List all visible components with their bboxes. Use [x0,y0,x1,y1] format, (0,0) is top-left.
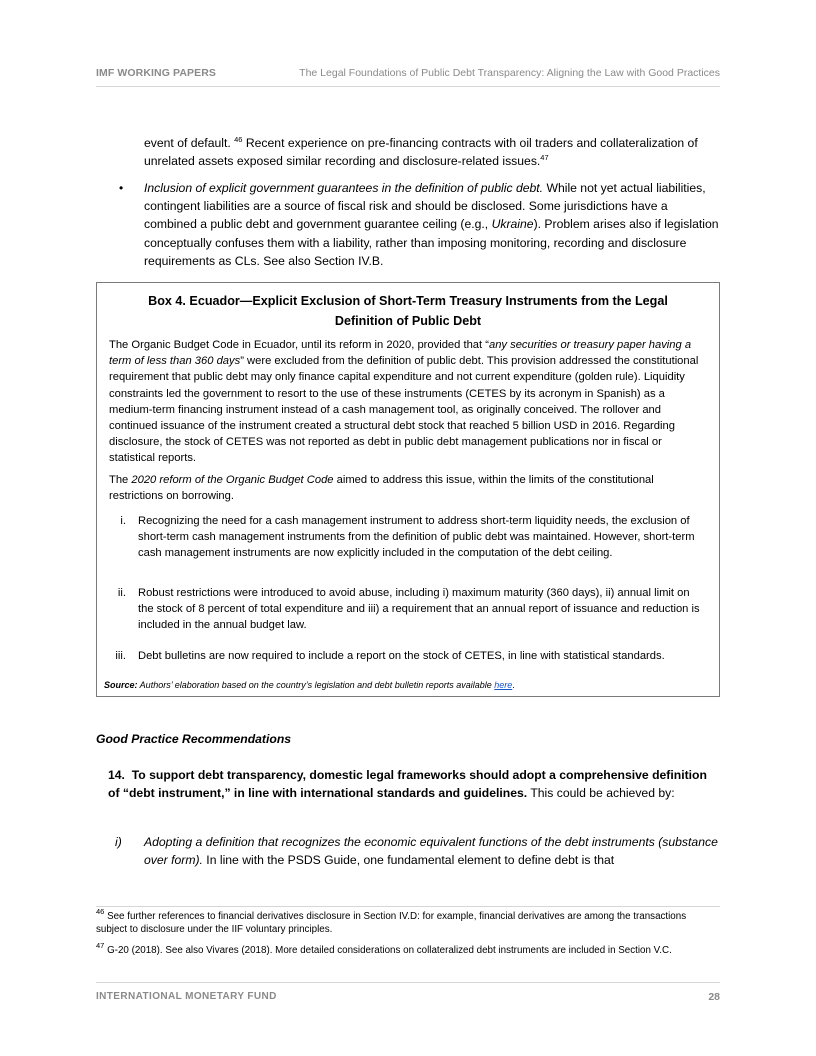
footnote-text: See further references to financial derivatives disclosure in Section IV.D: for example, financial derivatives are among the transactions subject to disclosure under the IIF voluntary principles. [96,911,687,935]
continuation-paragraph [144,134,722,170]
good-practice-heading: Good Practice Recommendations [96,732,292,746]
box-list-item: Debt bulletins are now required to include a report on the stock of CETES, in line with statistical standards. [138,650,665,662]
running-footer [96,982,720,1003]
running-header [96,67,720,87]
bullet-guarantees [144,179,722,270]
rec-14-number: 14. [108,768,125,782]
footer-org-name: INTERNATIONAL MONETARY FUND [96,991,277,1002]
rec-item-number: i) [115,835,122,849]
cont-text-b: Recent experience on pre-financing contracts with oil traders and collateralization of unrelated assets exposed similar recording and disclosure-related issues. [144,136,698,169]
footnote-ref-47[interactable]: 47 [540,153,549,163]
rec-14-bold: To support debt transparency, domestic legal frameworks should adopt a comprehensive definition of “debt instrument,” in line with international standards and guidelines. [108,768,707,801]
rec-14-rest: This could be achieved by: [527,786,675,801]
box-p2-italic: 2020 reform of the Organic Budget Code [131,474,334,486]
box-source-note [104,679,515,691]
bullet-country: Ukraine [491,217,534,232]
bullet-text-b: ). Problem arises also if legislation conceptually confuses them with a liability, rather than imposing monitoring, recording and disclosure requirements as CLs. See also Section IV.B. [144,217,719,268]
box-list-item: Recognizing the need for a cash management instrument to address short-term liquidity needs, the exclusion of short-term cash management instruments from the definition of public debt was maintained. However, short-term cash management instruments are now explicitly included in the computation of the debt ceiling. [138,515,695,560]
footnote-ref-46[interactable]: 46 [234,135,243,144]
footnote-number: 47 [96,941,105,950]
rec-item-rest: In line with the PSDS Guide, one fundamental element to define debt is that [202,853,615,868]
box-paragraph-1 [109,337,709,467]
bullet-text-a: While not yet actual liabilities, contingent liabilities are a source of fiscal risk and should be disclosed. Some jurisdictions have a combined a public debt and government guarantee ceiling (e.g., [144,181,706,232]
header-series-title: IMF WORKING PAPERS [96,67,217,79]
source-link[interactable]: here [494,680,513,690]
box-paragraph-2 [109,472,709,504]
rec-item-i [144,833,722,869]
source-label: Source: [104,680,138,690]
box-title [97,292,719,331]
bullet-icon: • [119,181,124,195]
box-list-number: i. [120,515,126,527]
box-p2-a: The [109,474,132,486]
box-p1-b: ” were excluded from the definition of public debt. This provision addressed the constitutional requirement that public debt may only finance capital expenditure and not current expenditure (golden rule). Liquidity constraints led the government to resort to the use of these instruments (CETES by its acronym in Spanish) as a medium-term financing instrument instead of a cash management tool, as originally conceived. The rollover and continued issuance of the instrument created a structural debt stock that reached 5 billion USD in 2016. Regarding disclosure, the stock of CETES was not reported as debt in public debt management publications nor in fiscal or statistical reports. [109,355,699,465]
box-p1-a: The Organic Budget Code in Ecuador, until its reform in 2020, provided that “ [109,339,489,351]
box-p2-b: aimed to address this issue, within the limits of the constitutional restrictions on borrowing. [109,474,654,503]
box-p1-italic: any securities or treasury paper having a term of less than 360 days [109,339,692,368]
page-number: 28 [708,991,720,1003]
box-4 [96,282,720,697]
source-end: . [512,680,515,690]
box-title-line2: Definition of Public Debt [334,313,482,328]
footnote-46 [96,907,716,936]
bullet-italic-lead: Inclusion of explicit government guarantees in the definition of public debt. [144,181,544,195]
box-title-line1: Box 4. Ecuador—Explicit Exclusion of Short-Term Treasury Instruments from the Legal [148,294,668,308]
header-paper-title: The Legal Foundations of Public Debt Transparency: Aligning the Law with Good Practices [299,67,720,79]
footnote-number: 46 [96,907,105,916]
footnote-text: G-20 (2018). See also Vivares (2018). More detailed considerations on collateralized debt instruments are included in Section V.C. [104,945,672,956]
rec-item-italic: Adopting a definition that recognizes the economic equivalent functions of the debt instruments (substance over form). [144,835,718,868]
source-text: Authors’ elaboration based on the country’s legislation and debt bulletin reports available [137,680,495,690]
box-list-number: ii. [117,587,126,599]
box-list-number: iii. [115,650,126,662]
footnote-divider [96,906,720,907]
recommendation-14 [108,766,714,802]
cont-text-a: event of default. [144,136,235,150]
box-list-item: Robust restrictions were introduced to avoid abuse, including i) maximum maturity (360 days), ii) annual limit on the stock of 8 percent of total expenditure and iii) a requirement that an annual report of issuance and reduction is included in the annual budget law. [138,587,700,632]
footnote-47 [96,941,716,957]
